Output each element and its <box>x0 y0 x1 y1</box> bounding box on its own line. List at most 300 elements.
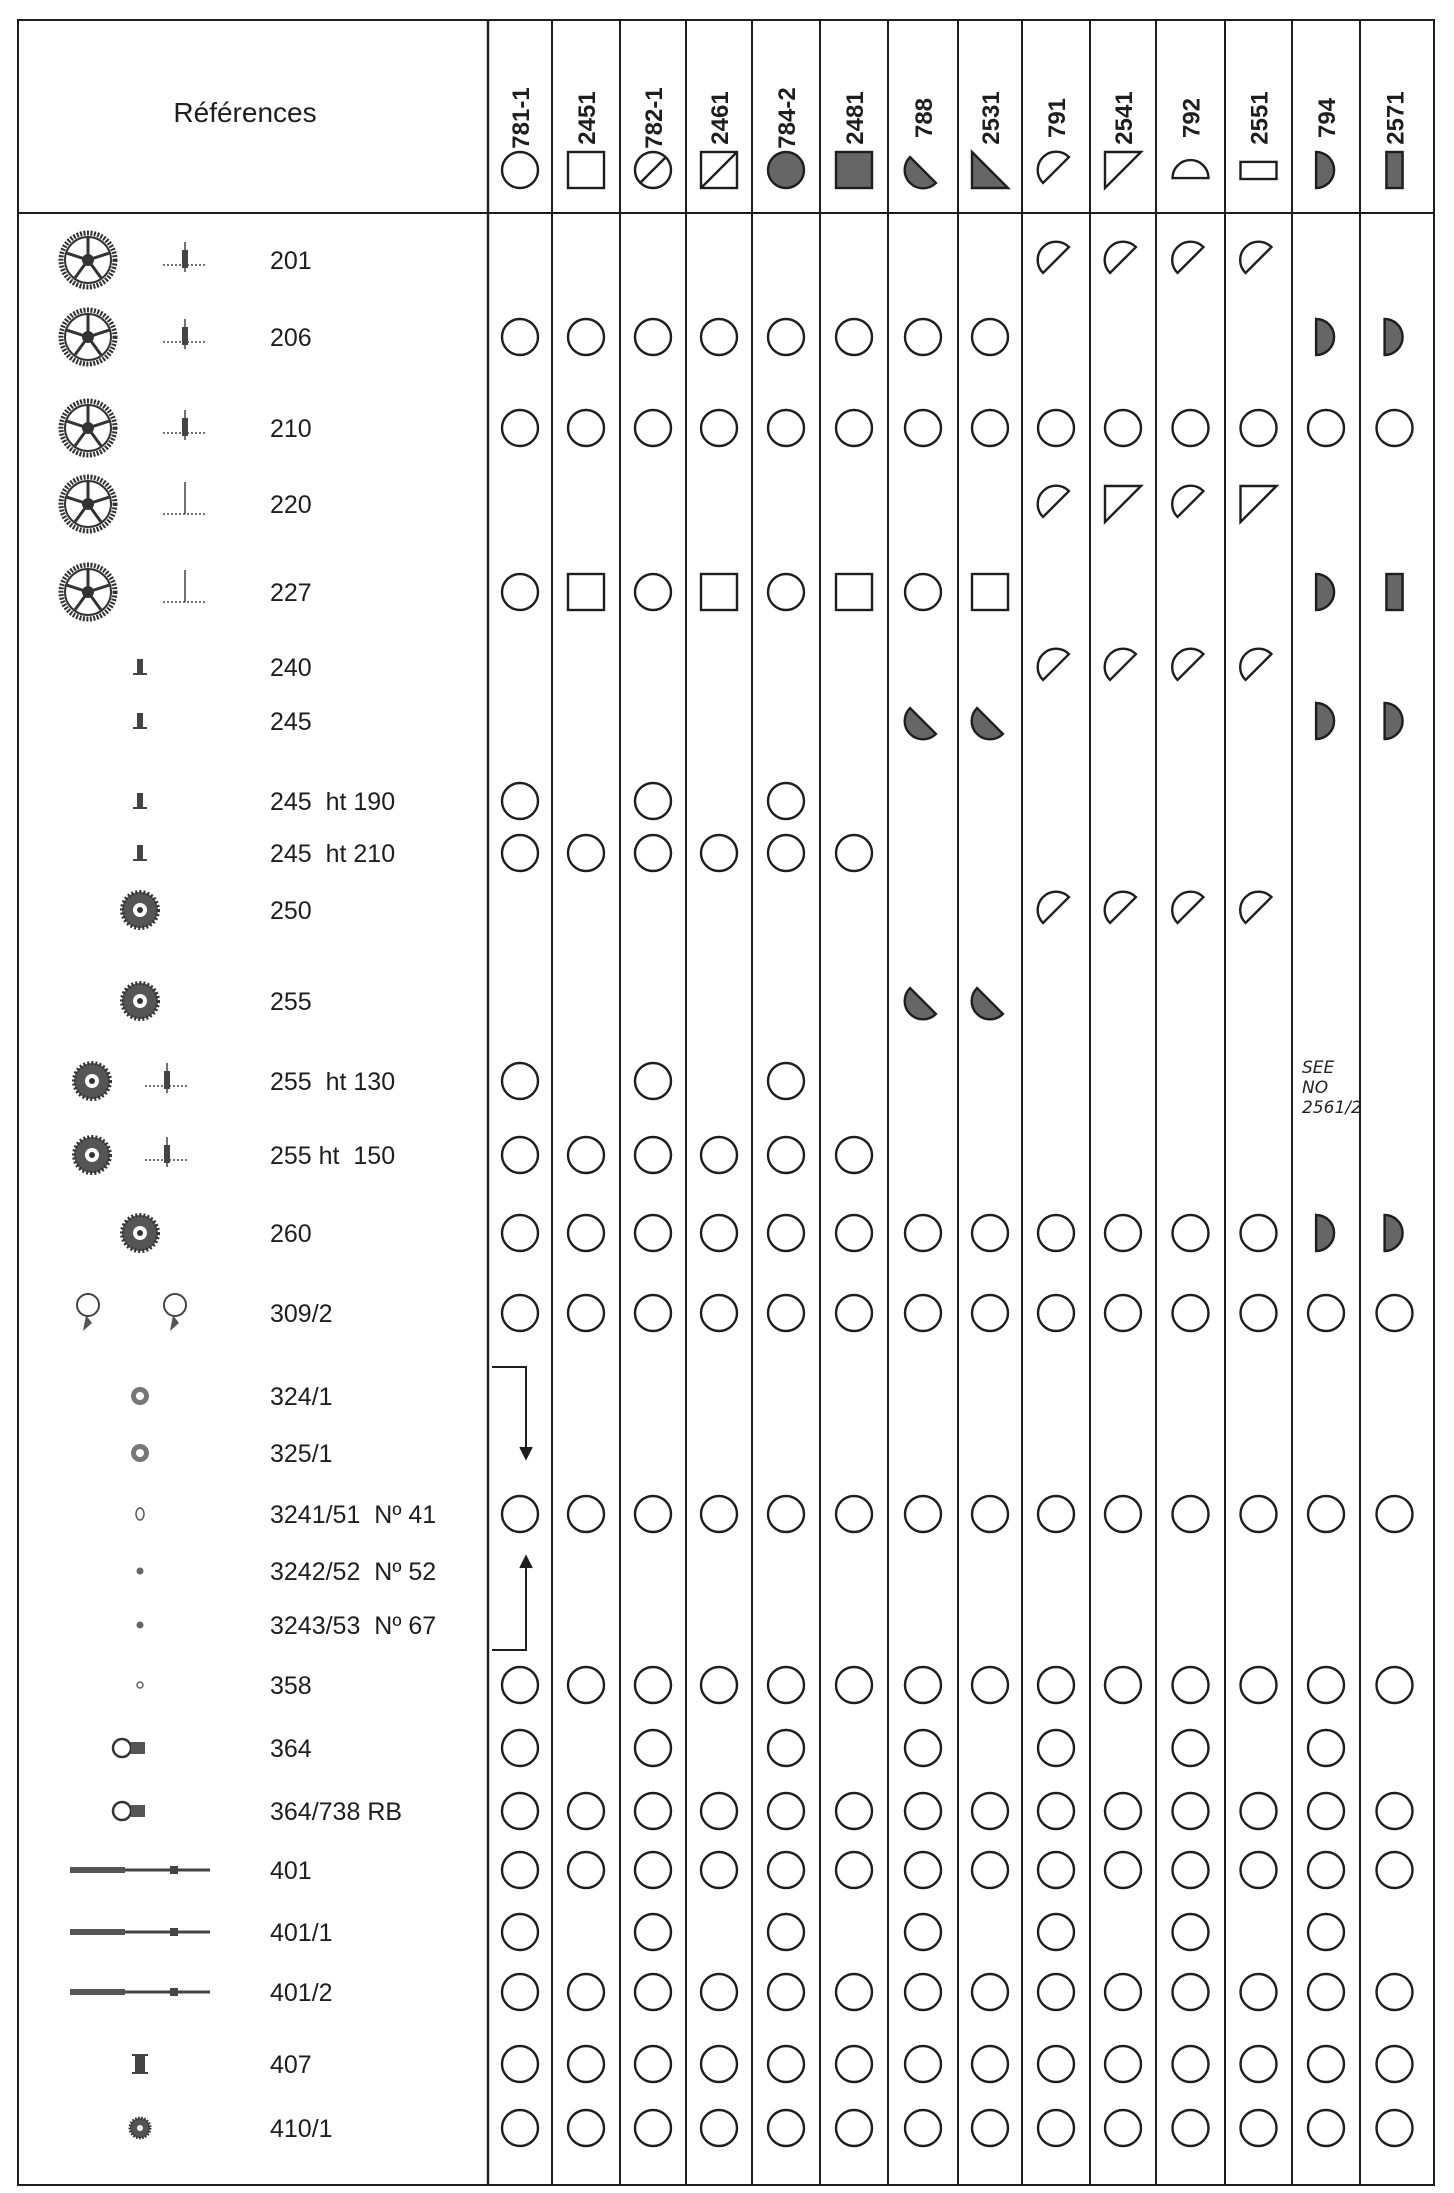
cell-mark <box>1038 1295 1074 1331</box>
cell-mark <box>568 410 604 446</box>
cell-mark <box>568 1852 604 1888</box>
table-row <box>61 565 1403 619</box>
pinion-icon <box>145 1063 189 1093</box>
cell-mark <box>1038 1496 1074 1532</box>
cell-mark <box>1038 1914 1074 1950</box>
row-reference: 255 ht 150 <box>270 1142 396 1170</box>
cell-mark <box>972 708 1003 739</box>
cell-mark <box>972 1667 1008 1703</box>
cell-mark <box>836 2046 872 2082</box>
pin-icon <box>133 793 147 808</box>
cell-mark <box>1038 486 1069 517</box>
cell-mark <box>836 1295 872 1331</box>
cell-mark <box>701 1852 737 1888</box>
cell-mark <box>768 2110 804 2146</box>
ring-icon <box>136 1508 144 1520</box>
cell-mark <box>568 1793 604 1829</box>
cell-mark <box>1038 2046 1074 2082</box>
cell-mark <box>905 1496 941 1532</box>
references-label: Références <box>173 97 317 128</box>
cell-mark <box>1308 410 1344 446</box>
cell-mark <box>701 410 737 446</box>
cell-mark <box>1173 1852 1209 1888</box>
cell-mark <box>836 1496 872 1532</box>
note-line: NO <box>1302 1078 1329 1098</box>
column-symbol <box>1105 152 1141 188</box>
bracket-top <box>492 1367 526 1455</box>
lever-icon <box>164 1294 186 1331</box>
row-reference: 3243/53 Nº 67 <box>270 1612 437 1640</box>
cell-mark <box>502 835 538 871</box>
stem-icon <box>70 1866 210 1874</box>
cell-mark <box>568 1974 604 2010</box>
cell-mark <box>568 2046 604 2082</box>
cell-mark <box>1173 1215 1209 1251</box>
column-symbol <box>568 152 604 188</box>
cell-mark <box>502 1974 538 2010</box>
escape-wheel-icon <box>122 1215 158 1251</box>
cell-mark <box>502 1730 538 1766</box>
clutch-icon <box>132 2055 148 2073</box>
row-reference: 3242/52 Nº 52 <box>270 1558 437 1586</box>
cell-mark <box>905 1793 941 1829</box>
dot-icon <box>137 1568 144 1575</box>
row-reference: 3241/51 Nº 41 <box>270 1501 437 1529</box>
escape-wheel-icon <box>74 1137 110 1173</box>
row-reference: 227 <box>270 579 312 607</box>
cell-mark <box>1316 703 1334 739</box>
cell-mark <box>502 1137 538 1173</box>
cell-mark <box>502 783 538 819</box>
bracket-bottom <box>492 1560 526 1650</box>
cell-mark <box>1316 574 1334 610</box>
cell-mark <box>1240 242 1271 273</box>
cell-mark <box>502 1914 538 1950</box>
cell-mark <box>1316 319 1334 355</box>
cell-mark <box>905 988 936 1019</box>
cell-mark <box>836 410 872 446</box>
table-row <box>130 2110 1413 2146</box>
column-symbol <box>836 152 872 188</box>
column-symbol <box>768 152 804 188</box>
cell-mark <box>768 835 804 871</box>
cell-mark <box>635 1793 671 1829</box>
cell-mark <box>1377 1667 1413 1703</box>
row-reference: 255 <box>270 988 312 1016</box>
cell-mark <box>836 1215 872 1251</box>
table-row <box>113 1793 1413 1829</box>
table-row <box>137 1612 437 1640</box>
row-reference: 255 ht 130 <box>270 1068 396 1096</box>
column-symbol <box>905 157 936 188</box>
cell-mark <box>1308 1793 1344 1829</box>
cell-mark <box>568 319 604 355</box>
cell-mark <box>1038 1215 1074 1251</box>
table-row <box>70 1974 1413 2010</box>
cell-mark <box>905 1974 941 2010</box>
cell-mark <box>1377 1793 1413 1829</box>
cell-mark <box>1105 892 1136 923</box>
cell-mark <box>1308 1974 1344 2010</box>
cell-mark <box>768 1793 804 1829</box>
pinion-icon <box>163 410 207 440</box>
cell-mark <box>635 1852 671 1888</box>
cell-mark <box>701 1295 737 1331</box>
stem-icon <box>70 1988 210 1996</box>
cell-mark <box>502 1793 538 1829</box>
cell-mark <box>1308 1914 1344 1950</box>
lever-icon <box>77 1294 99 1331</box>
column-code: 791 <box>1044 97 1071 139</box>
arbor-icon <box>163 570 207 602</box>
table-row <box>61 401 1413 455</box>
cell-mark <box>635 2046 671 2082</box>
cell-mark <box>1105 2046 1141 2082</box>
cell-mark <box>502 1063 538 1099</box>
cell-mark <box>701 1793 737 1829</box>
cell-mark <box>1105 1793 1141 1829</box>
cell-mark <box>972 2046 1008 2082</box>
table-row <box>133 649 1271 682</box>
cell-mark <box>1241 410 1277 446</box>
cell-mark <box>1241 1295 1277 1331</box>
cell-mark <box>502 1295 538 1331</box>
row-reference: 250 <box>270 897 312 925</box>
cell-mark <box>1105 1496 1141 1532</box>
cell-mark <box>768 1496 804 1532</box>
cell-mark <box>1308 1295 1344 1331</box>
cell-mark <box>905 1215 941 1251</box>
cell-mark <box>1241 1667 1277 1703</box>
pin-icon <box>133 659 147 674</box>
cell-mark <box>502 2046 538 2082</box>
column-symbol <box>1386 152 1402 188</box>
note-line: SEE <box>1302 1058 1335 1078</box>
cell-mark <box>1038 1730 1074 1766</box>
gear-icon <box>130 2118 150 2138</box>
cell-mark <box>1105 242 1136 273</box>
row-reference: 245 <box>270 708 312 736</box>
cell-mark <box>635 1137 671 1173</box>
cell-mark <box>1308 1730 1344 1766</box>
row-reference: 220 <box>270 491 312 519</box>
cell-mark <box>1105 1295 1141 1331</box>
cell-mark <box>905 708 936 739</box>
column-code: 784-2 <box>774 87 801 149</box>
cell-mark <box>635 1295 671 1331</box>
table-frame <box>18 20 1434 2185</box>
cell-mark <box>905 1852 941 1888</box>
row-reference: 325/1 <box>270 1440 333 1468</box>
row-reference: 309/2 <box>270 1300 333 1328</box>
column-symbol <box>1241 162 1277 179</box>
cell-mark <box>635 319 671 355</box>
cell-mark <box>1173 1496 1209 1532</box>
cell-mark <box>1038 242 1069 273</box>
cell-mark <box>1105 1852 1141 1888</box>
cell-mark <box>768 410 804 446</box>
row-reference: 245 ht 190 <box>270 788 396 816</box>
column-code: 2541 <box>1111 91 1138 145</box>
cell-mark <box>568 1215 604 1251</box>
table-row <box>61 310 1403 364</box>
cell-mark <box>1172 649 1203 680</box>
column-code: 792 <box>1178 97 1206 139</box>
cell-mark <box>905 574 941 610</box>
cell-mark <box>768 1295 804 1331</box>
cell-mark <box>972 319 1008 355</box>
cell-mark <box>701 2110 737 2146</box>
stud-icon <box>113 1802 145 1820</box>
cell-mark <box>768 2046 804 2082</box>
cell-mark <box>502 1667 538 1703</box>
column-symbol <box>701 152 737 188</box>
cell-mark <box>1173 2110 1209 2146</box>
cell-mark <box>1173 1914 1209 1950</box>
row-reference: 358 <box>270 1672 312 1700</box>
cell-mark <box>1241 2110 1277 2146</box>
cell-mark <box>836 1793 872 1829</box>
cell-mark <box>502 574 538 610</box>
cell-mark <box>701 1215 737 1251</box>
wheel-icon <box>61 477 115 531</box>
table-row <box>122 983 1003 1019</box>
cell-mark <box>768 783 804 819</box>
cell-mark <box>1173 410 1209 446</box>
cell-mark <box>836 2110 872 2146</box>
cell-mark <box>972 1496 1008 1532</box>
outer-border <box>18 20 1434 2185</box>
cell-mark <box>635 835 671 871</box>
table-row <box>137 1667 1413 1703</box>
cell-mark <box>502 410 538 446</box>
cell-mark <box>635 783 671 819</box>
cell-mark <box>1038 1667 1074 1703</box>
screw-icon <box>137 1682 143 1688</box>
table-row <box>137 1558 437 1586</box>
cell-mark <box>1172 892 1203 923</box>
cell-mark <box>1241 1974 1277 2010</box>
cell-mark <box>1316 1215 1334 1251</box>
cell-mark <box>1308 1496 1344 1532</box>
cell-mark <box>1105 2110 1141 2146</box>
wheel-icon <box>61 310 115 364</box>
group-bracket <box>492 1367 532 1650</box>
cell-mark <box>635 1063 671 1099</box>
cell-mark <box>1038 1852 1074 1888</box>
cell-mark <box>1105 1974 1141 2010</box>
row-reference: 410/1 <box>270 2115 333 2143</box>
cell-mark <box>1105 410 1141 446</box>
cell-mark <box>836 319 872 355</box>
cell-mark <box>1377 1496 1413 1532</box>
pin-icon <box>133 713 147 728</box>
cell-mark <box>905 1295 941 1331</box>
cell-mark <box>502 1215 538 1251</box>
cell-mark <box>836 1852 872 1888</box>
column-code: 794 <box>1314 97 1341 139</box>
arbor-icon <box>163 482 207 514</box>
table-body <box>61 233 1413 2146</box>
cell-mark <box>568 574 604 610</box>
cell-mark <box>635 1974 671 2010</box>
column-code: 2571 <box>1382 91 1410 145</box>
table-row <box>133 703 1403 739</box>
cell-mark <box>1038 1974 1074 2010</box>
cell-mark <box>568 1496 604 1532</box>
table-row <box>133 835 872 871</box>
column-symbol <box>502 152 538 188</box>
jewel-icon <box>131 1387 149 1405</box>
table-row <box>122 892 1271 928</box>
cell-mark <box>1173 1793 1209 1829</box>
cell-mark <box>905 2110 941 2146</box>
cell-mark <box>502 1496 538 1532</box>
cell-mark <box>768 319 804 355</box>
cell-mark <box>568 1295 604 1331</box>
cell-mark <box>1386 574 1402 610</box>
table-row <box>131 1383 333 1411</box>
row-reference: 324/1 <box>270 1383 333 1411</box>
cell-mark <box>1240 649 1271 680</box>
wheel-icon <box>61 565 115 619</box>
cell-mark <box>635 1496 671 1532</box>
cell-mark <box>905 2046 941 2082</box>
table-row <box>113 1730 1344 1766</box>
cell-mark <box>836 835 872 871</box>
cell-mark <box>1105 1215 1141 1251</box>
column-symbol <box>1316 152 1334 188</box>
jewel-icon <box>131 1444 149 1462</box>
cell-mark <box>502 1852 538 1888</box>
cell-mark <box>768 1667 804 1703</box>
wheel-icon <box>61 233 115 287</box>
cell-mark <box>836 1667 872 1703</box>
escape-wheel-icon <box>122 892 158 928</box>
cell-mark <box>701 1667 737 1703</box>
cell-mark <box>905 1914 941 1950</box>
column-code: 2461 <box>707 91 734 145</box>
cell-mark <box>836 574 872 610</box>
cell-mark <box>635 410 671 446</box>
cell-mark <box>1241 1215 1277 1251</box>
cell-mark <box>1173 1974 1209 2010</box>
pin-icon <box>133 845 147 860</box>
cell-mark <box>1038 1793 1074 1829</box>
table-row <box>70 1852 1413 1888</box>
cell-mark <box>972 2110 1008 2146</box>
column-code: 2451 <box>574 91 601 145</box>
cell-mark <box>635 1667 671 1703</box>
escape-wheel-icon <box>122 983 158 1019</box>
cell-mark <box>1241 2046 1277 2082</box>
cell-mark <box>972 574 1008 610</box>
row-reference: 210 <box>270 415 312 443</box>
cell-mark <box>1172 242 1203 273</box>
cell-mark <box>1241 1852 1277 1888</box>
cell-mark <box>701 1137 737 1173</box>
cell-mark <box>635 1914 671 1950</box>
cell-mark <box>1173 1730 1209 1766</box>
row-reference: 240 <box>270 654 312 682</box>
cell-mark <box>1105 1667 1141 1703</box>
cell-mark <box>1385 319 1403 355</box>
cell-mark <box>1385 703 1403 739</box>
cell-mark <box>1038 410 1074 446</box>
column-code: 2551 <box>1246 91 1274 145</box>
cell-mark <box>635 1730 671 1766</box>
pinion-icon <box>145 1137 189 1167</box>
cell-mark <box>1377 1852 1413 1888</box>
cell-mark <box>1241 1496 1277 1532</box>
note-line: 2561/2 <box>1302 1098 1362 1118</box>
cell-mark <box>768 1852 804 1888</box>
table-row <box>131 1440 333 1468</box>
cell-mark <box>1173 1667 1209 1703</box>
table-row <box>77 1294 1413 1331</box>
cell-mark <box>635 574 671 610</box>
column-symbol <box>1173 160 1209 178</box>
column-code: 788 <box>911 97 938 139</box>
table-row <box>70 1914 1344 1950</box>
row-reference: 245 ht 210 <box>270 840 396 868</box>
cell-mark <box>768 1914 804 1950</box>
cell-mark <box>1308 2046 1344 2082</box>
cell-mark <box>1308 1852 1344 1888</box>
cell-mark <box>568 835 604 871</box>
cell-mark <box>768 574 804 610</box>
cell-mark <box>635 1215 671 1251</box>
stud-icon <box>113 1739 145 1757</box>
cell-mark <box>972 410 1008 446</box>
table-row <box>132 2046 1413 2082</box>
cell-mark <box>1038 2110 1074 2146</box>
table-row <box>122 1215 1403 1251</box>
cell-mark <box>635 2110 671 2146</box>
wheel-icon <box>61 401 115 455</box>
cell-mark <box>1377 1295 1413 1331</box>
column-symbol <box>635 152 671 188</box>
column-symbol <box>972 152 1008 188</box>
stem-icon <box>70 1928 210 1936</box>
arrow-down-icon <box>520 1447 532 1459</box>
table-row <box>61 477 1277 531</box>
column-code: 782-1 <box>641 87 668 149</box>
cell-mark <box>1241 1793 1277 1829</box>
table-row <box>133 783 804 819</box>
cell-mark <box>1308 2110 1344 2146</box>
cell-mark <box>905 1667 941 1703</box>
column-code: 2481 <box>842 91 869 145</box>
cell-mark <box>1377 410 1413 446</box>
pinion-icon <box>163 242 207 272</box>
cell-mark <box>768 1063 804 1099</box>
row-reference: 364/738 RB <box>270 1798 403 1826</box>
cell-mark <box>1308 1667 1344 1703</box>
cell-mark <box>568 2110 604 2146</box>
cell-mark <box>701 1974 737 2010</box>
cell-mark <box>1038 892 1069 923</box>
dot-icon <box>137 1622 144 1629</box>
escape-wheel-icon <box>74 1063 110 1099</box>
arrow-up-icon <box>520 1556 532 1568</box>
cell-mark <box>972 1974 1008 2010</box>
column-symbol <box>1038 152 1069 183</box>
column-code: 781-1 <box>508 87 535 149</box>
cell-mark <box>972 1215 1008 1251</box>
cell-mark <box>905 1730 941 1766</box>
row-reference: 401/1 <box>270 1919 333 1947</box>
